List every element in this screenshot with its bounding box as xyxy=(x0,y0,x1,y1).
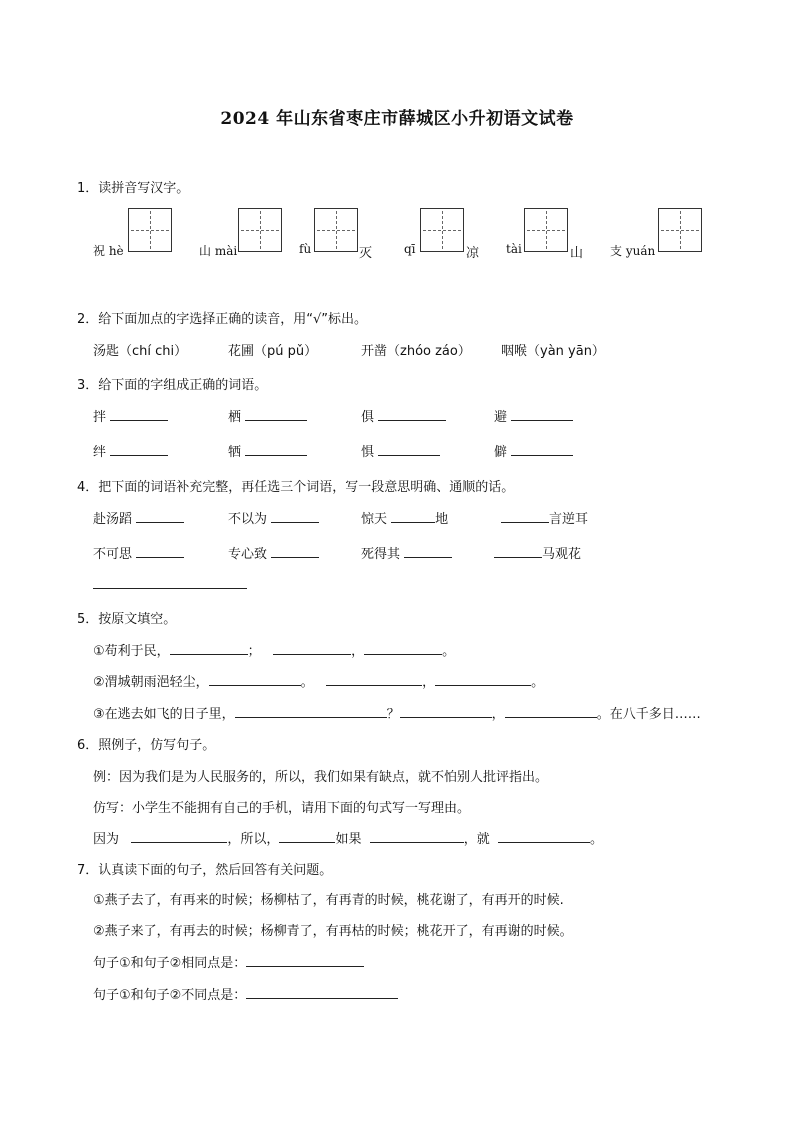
answer-blank[interactable] xyxy=(505,705,597,718)
question-6-stem: 6．照例子，仿写句子。 xyxy=(77,738,216,753)
q7-diff-prompt: 句子①和句子②不同点是： xyxy=(93,988,247,1003)
q4-word: 不以为 xyxy=(228,512,268,527)
answer-blank[interactable] xyxy=(246,986,398,999)
q5-punct: ？ xyxy=(386,707,400,722)
answer-blank[interactable] xyxy=(110,443,168,456)
q3-char: 惧 xyxy=(361,445,375,460)
q3-char: 拌 xyxy=(93,410,107,425)
answer-blank[interactable] xyxy=(391,510,435,523)
q5-line3-text: ③在逃去如飞的日子里， xyxy=(93,707,235,722)
answer-blank[interactable] xyxy=(136,545,184,558)
answer-blank[interactable] xyxy=(170,642,248,655)
question-1-stem: 1．读拼音写汉字。 xyxy=(77,181,190,196)
question-4-stem: 4．把下面的词语补充完整，再任选三个词语，写一段意思明确、通顺的话。 xyxy=(77,480,515,495)
q5-punct: ， xyxy=(491,707,505,722)
answer-blank[interactable] xyxy=(273,642,351,655)
q7-same-prompt: 句子①和句子②相同点是： xyxy=(93,956,247,971)
question-3-stem: 3．给下面的字组成正确的词语。 xyxy=(77,378,268,393)
answer-blank[interactable] xyxy=(245,443,307,456)
q4-word: 马观花 xyxy=(542,547,582,562)
q1-writing-box-5[interactable] xyxy=(524,208,568,252)
q7-sentence-2: ②燕子来了，有再去的时候；杨柳青了，有再枯的时候；桃花开了，有再谢的时候。 xyxy=(93,924,573,939)
q5-punct: ， xyxy=(422,675,436,690)
q1-writing-box-6[interactable] xyxy=(658,208,702,252)
question-5-stem: 5．按原文填空。 xyxy=(77,612,177,627)
answer-blank[interactable] xyxy=(364,642,442,655)
answer-blank[interactable] xyxy=(370,830,464,843)
answer-blank[interactable] xyxy=(279,830,335,843)
q6-frame-word: 如果 xyxy=(335,832,362,847)
answer-blank[interactable] xyxy=(400,705,492,718)
q5-punct: 。 xyxy=(300,675,314,690)
q6-example: 例：因为我们是为人民服务的，所以，我们如果有缺点，就不怕别人批评指出。 xyxy=(93,770,549,785)
answer-blank[interactable] xyxy=(245,408,307,421)
q2-option-1[interactable]: 汤匙（chí chi） xyxy=(93,344,188,359)
q3-char: 避 xyxy=(494,410,508,425)
answer-blank[interactable] xyxy=(326,673,422,686)
answer-blank[interactable] xyxy=(404,545,452,558)
q2-option-4[interactable]: 咽喉（yàn yān） xyxy=(501,344,605,359)
q5-punct: 。 xyxy=(531,675,545,690)
answer-blank[interactable] xyxy=(378,443,440,456)
page-title: 2024 年山东省枣庄市薛城区小升初语文试卷 xyxy=(220,109,574,129)
answer-blank[interactable] xyxy=(494,545,542,558)
q6-frame-word: ，就 xyxy=(463,832,490,847)
answer-blank[interactable] xyxy=(246,954,364,967)
q2-option-2[interactable]: 花圃（pú pǔ） xyxy=(228,344,318,359)
q1-item-3-prompt: fù xyxy=(299,242,312,256)
q1-item-6-prompt: 支 yuán xyxy=(610,244,656,258)
q7-sentence-1: ①燕子去了，有再来的时候；杨柳枯了，有再青的时候，桃花谢了，有再开的时候. xyxy=(93,893,564,908)
answer-blank[interactable] xyxy=(235,705,387,718)
answer-blank[interactable] xyxy=(271,510,319,523)
q3-char: 牺 xyxy=(228,445,242,460)
answer-blank[interactable] xyxy=(511,443,573,456)
q3-char: 栖 xyxy=(228,410,242,425)
answer-blank[interactable] xyxy=(511,408,573,421)
q1-item-2-prompt: 山 mài xyxy=(199,244,238,258)
answer-blank[interactable] xyxy=(209,673,301,686)
q1-item-1-prompt: 祝 hè xyxy=(93,244,124,258)
q6-frame-word: 。 xyxy=(590,832,604,847)
q1-item-4-suffix: 凉 xyxy=(466,246,480,261)
q4-word-suffix: 地 xyxy=(435,512,449,527)
q4-word: 不可思 xyxy=(93,547,133,562)
q5-punct: 。 xyxy=(442,644,456,659)
answer-blank[interactable] xyxy=(271,545,319,558)
answer-blank[interactable] xyxy=(498,830,590,843)
q4-word: 惊天 xyxy=(361,512,388,527)
answer-blank[interactable] xyxy=(110,408,168,421)
q1-writing-box-4[interactable] xyxy=(420,208,464,252)
q3-char: 僻 xyxy=(494,445,508,460)
q2-option-3[interactable]: 开凿（zhóo záo） xyxy=(361,344,471,359)
q6-task: 仿写：小学生不能拥有自己的手机，请用下面的句式写一写理由。 xyxy=(93,801,471,816)
paragraph-answer-line[interactable] xyxy=(93,576,247,589)
q5-punct: ； xyxy=(247,644,261,659)
q3-char: 俱 xyxy=(361,410,375,425)
answer-blank[interactable] xyxy=(136,510,184,523)
q4-word: 言逆耳 xyxy=(549,512,589,527)
q6-frame-word: 因为 xyxy=(93,832,120,847)
q1-item-4-prompt: qī xyxy=(404,242,416,256)
q5-punct: ， xyxy=(351,644,365,659)
question-2-stem: 2．给下面加点的字选择正确的读音，用“√”标出。 xyxy=(77,312,368,327)
q4-word: 赴汤蹈 xyxy=(93,512,133,527)
q4-word: 死得其 xyxy=(361,547,401,562)
q5-line3-tail: 。在八千多日…… xyxy=(596,707,701,722)
q1-writing-box-3[interactable] xyxy=(314,208,358,252)
answer-blank[interactable] xyxy=(501,510,549,523)
q1-item-5-prompt: tài xyxy=(506,242,522,256)
q3-char: 绊 xyxy=(93,445,107,460)
q1-writing-box-1[interactable] xyxy=(128,208,172,252)
answer-blank[interactable] xyxy=(131,830,227,843)
q4-word: 专心致 xyxy=(228,547,268,562)
q6-frame-word: ，所以， xyxy=(227,832,280,847)
answer-blank[interactable] xyxy=(378,408,446,421)
answer-blank[interactable] xyxy=(435,673,531,686)
question-7-stem: 7．认真读下面的句子，然后回答有关问题。 xyxy=(77,863,333,878)
q5-line1-text: ①苟利于民， xyxy=(93,644,170,659)
q1-item-3-suffix: 灭 xyxy=(359,246,373,261)
q1-item-5-suffix: 山 xyxy=(570,246,584,261)
q5-line2-text: ②渭城朝雨浥轻尘， xyxy=(93,675,209,690)
q1-writing-box-2[interactable] xyxy=(238,208,282,252)
